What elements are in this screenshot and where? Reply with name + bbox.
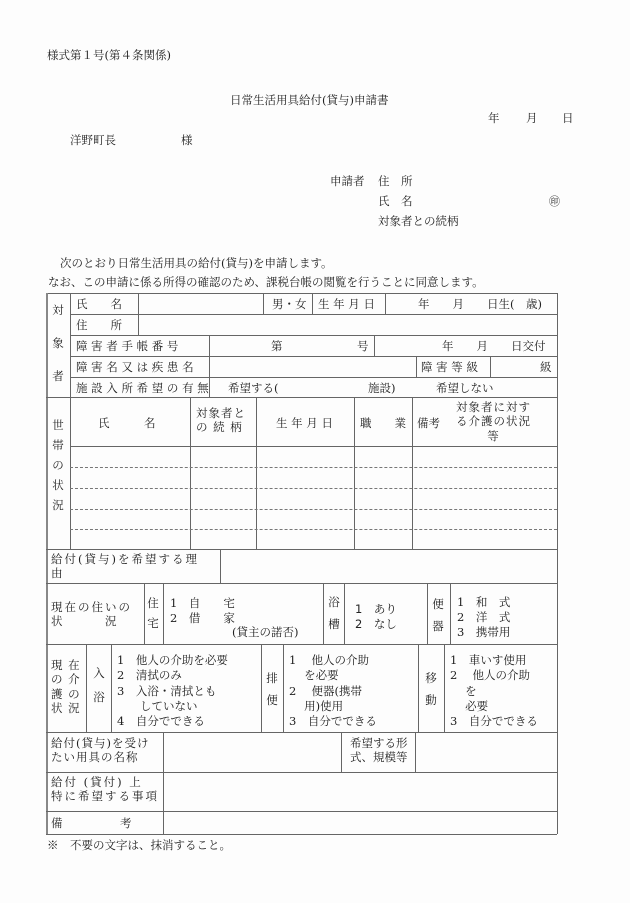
reason-input[interactable] (221, 550, 556, 582)
form-number: 様式第１号(第４条関係) (47, 48, 171, 62)
reason-label: 給付(貸与)を希望する理 由 (51, 552, 199, 581)
special-request-label: 給付 (貸付) 上 特に希望する事項 (51, 775, 159, 804)
disability-grade-label: 障 害 等 級 (421, 360, 478, 374)
special-request-input[interactable] (164, 773, 556, 810)
household-remarks-header: 備考 (417, 416, 440, 430)
bathtub-options[interactable]: 1 あり 2 なし (355, 602, 397, 631)
seal-mark: ㊞ (549, 195, 560, 208)
facility-wish-no[interactable]: 希望しない (436, 381, 494, 395)
date-year-label: 年 (488, 111, 500, 125)
handbook-go: 号 (357, 339, 369, 353)
facility-close: 施設) (368, 381, 396, 395)
housing-label: 住 宅 (147, 596, 159, 630)
subject-name-label: 氏 名 (76, 297, 122, 311)
household-birth-header: 生 年 月 日 (276, 416, 333, 430)
landlord-consent-note: (貸主の諾否) (232, 625, 299, 639)
gender-option[interactable]: 男・女 (272, 297, 307, 311)
applicant-address-label: 住 所 (378, 174, 413, 188)
mobility-label: 移 動 (425, 671, 437, 707)
birthdate-label: 生 年 月 日 (318, 297, 375, 311)
household-care-header: 対象者に対す る介護の状況 等 (456, 400, 531, 443)
facility-wish-yes[interactable]: 希望する( (228, 381, 279, 395)
toilet-options[interactable]: 1 和 式 2 洋 式 3 携帯用 (457, 595, 511, 639)
excretion-options[interactable]: 1 他人の介助 を必要 2 便器(携帯 用)使用 3 自分でできる (289, 653, 377, 729)
residence-label: 現在の住いの 状 況 (51, 600, 132, 629)
desired-form-label: 希望する形 式、規模等 (350, 736, 408, 765)
applicant-label: 申請者 (330, 174, 365, 188)
facility-wish-label: 施 設 入 所 希 望 の 有 無 (76, 381, 209, 395)
grade-unit: 級 (540, 360, 552, 374)
equipment-name-input[interactable] (164, 733, 340, 771)
mobility-options[interactable]: 1 車いす使用 2 他人の介助 を 必要 3 自分でできる (450, 653, 538, 729)
housing-options[interactable]: 1 自 宅 2 借 家 (170, 596, 235, 625)
subject-section-label: 対 象 者 (52, 303, 64, 383)
bathing-label: 入 浴 (93, 666, 105, 704)
disability-name-label: 障 害 名 又 は 疾 患 名 (76, 360, 194, 374)
care-section-label: 現 在 の 介 護 の 状 況 (51, 658, 81, 716)
date-day-label: 日 (562, 111, 574, 125)
excretion-label: 排 便 (266, 671, 278, 707)
handbook-number-label: 障 害 者 手 帳 番 号 (76, 339, 179, 353)
handbook-dai: 第 (271, 339, 283, 353)
handbook-issue-date[interactable]: 年 月 日交付 (442, 339, 546, 353)
household-section-label: 世 帯 の 状 況 (52, 418, 64, 512)
bathtub-label: 浴 槽 (328, 595, 340, 631)
addressee: 洋野町長 (70, 133, 116, 147)
honorific: 様 (181, 133, 193, 147)
applicant-relation-label: 対象者との続柄 (378, 214, 459, 228)
footnote: ※ 不要の文字は、抹消すること。 (47, 838, 231, 852)
equipment-name-label: 給付(貸与)を受け たい用具の名称 (51, 736, 150, 765)
household-name-header: 氏 名 (98, 416, 156, 430)
intro-line-2: なお、この申請に係る所得の確認のため、課税台帳の閲覧を行うことに同意します。 (48, 275, 484, 289)
remarks-input[interactable] (164, 812, 556, 833)
remarks-label: 備 考 (51, 816, 132, 830)
household-relation-header: 対象者と の 続 柄 (196, 406, 246, 435)
document-title: 日常生活用具給付(貸与)申請書 (230, 93, 389, 107)
intro-line-1: 次のとおり日常生活用具の給付(貸与)を申請します。 (60, 256, 333, 270)
date-month-label: 月 (526, 111, 538, 125)
birthdate-value[interactable]: 年 月 日生( 歳) (418, 297, 542, 311)
desired-form-input[interactable] (416, 733, 556, 771)
subject-address-label: 住 所 (76, 318, 122, 332)
household-occupation-header: 職 業 (360, 416, 406, 430)
bathing-options[interactable]: 1 他人の介助を必要 2 清拭のみ 3 入浴・清拭とも していない 4 自分でできる (117, 653, 228, 729)
applicant-name-label: 氏 名 (378, 194, 413, 208)
toilet-label: 便 器 (432, 597, 444, 633)
